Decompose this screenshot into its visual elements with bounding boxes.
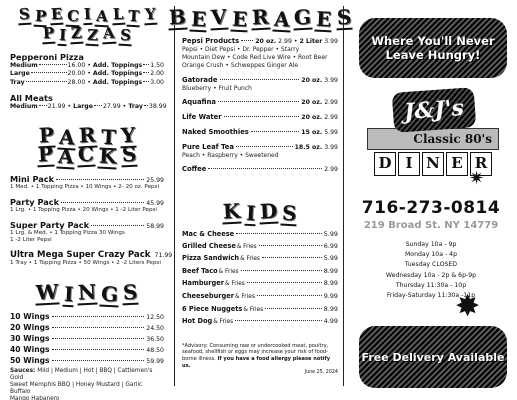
beverage-row xyxy=(182,128,338,137)
kids-item-fries: & Fries xyxy=(218,268,239,275)
heading-letter: P xyxy=(38,122,55,148)
heading-letter: E xyxy=(315,6,333,32)
wings-heading xyxy=(10,279,164,307)
party-pack-item xyxy=(10,174,164,191)
heading-letter: P xyxy=(33,9,47,28)
separator: • xyxy=(87,62,91,69)
kids-item-fries: & Fries xyxy=(243,306,264,313)
beverage-price-value: 5.99 xyxy=(324,129,338,136)
gatorade-row: Gatorade 20 oz. 3.99 xyxy=(182,76,338,84)
leader-dots xyxy=(143,81,149,82)
size-label: Large xyxy=(10,70,30,78)
size-label: Medium xyxy=(10,62,38,69)
kids-item-fries: & Fries xyxy=(236,243,257,250)
party-pack-row xyxy=(10,220,164,230)
heading-letter: R xyxy=(251,4,270,30)
size-label: Tray xyxy=(10,78,25,86)
size-price: 28.00 xyxy=(67,78,86,86)
pack-name: Super Party Pack xyxy=(10,219,90,230)
kids-item-row xyxy=(182,291,338,304)
pepperoni-pizza-title: Pepperoni Pizza xyxy=(10,52,84,62)
hours-line: Monday 10a - 4p xyxy=(404,251,458,259)
heading-letter: E xyxy=(49,7,63,26)
pack-price: 25.99 xyxy=(146,176,164,184)
kids-item-price: 8.99 xyxy=(323,266,338,275)
heading-letter: S xyxy=(335,4,352,30)
leader-dots xyxy=(265,308,322,309)
beverage-price xyxy=(301,128,338,137)
leader-dots xyxy=(224,116,300,117)
extra-price: 3.00 xyxy=(150,78,164,86)
leader-dots xyxy=(52,349,145,350)
kids-item-row xyxy=(182,316,338,329)
size-price: 20.00 xyxy=(67,70,86,78)
diner-letter: R xyxy=(470,152,492,176)
kids-menu-list xyxy=(182,229,338,329)
pack-price: 71.99 xyxy=(154,251,173,259)
hours-line: Friday-Saturday 11:30a -11p xyxy=(386,292,476,300)
kids-item-price: 4.99 xyxy=(323,317,338,326)
heading-letter: S xyxy=(281,200,298,226)
leader-dots xyxy=(52,360,145,361)
kids-item-price: 8.99 xyxy=(323,279,338,288)
beverage-row xyxy=(182,98,338,107)
heading-letter: P xyxy=(37,141,54,167)
heading-letter: D xyxy=(259,198,278,224)
extra-label: Add. Toppings xyxy=(92,70,143,78)
kids-item-name: Hamburger xyxy=(182,279,224,288)
wings-list xyxy=(10,312,164,367)
beverages-heading xyxy=(168,4,352,32)
kids-item-price: 8.99 xyxy=(323,304,338,313)
kids-item-name: Hot Dog xyxy=(182,317,213,326)
pepsi-products-row: Pepsi Products 20 oz. 2.99 • 2 Liter 3.99 xyxy=(182,37,338,45)
heading-letter: E xyxy=(231,6,248,32)
extra-price: 1.50 xyxy=(150,62,164,69)
beverage-name: Life Water xyxy=(182,113,222,121)
wings-price: 12.50 xyxy=(146,313,164,321)
all-meats-prices: Medium 21.99 • Large 27.99 • Tray 38.99 xyxy=(10,103,167,111)
beverage-name: Naked Smoothies xyxy=(182,128,249,136)
beverage-row xyxy=(182,113,338,122)
kids-item-row xyxy=(182,253,338,266)
heading-letter: I xyxy=(83,7,93,25)
delivery-banner: Free Delivery Available xyxy=(359,326,507,388)
leader-dots xyxy=(52,338,145,339)
sparkle-star-icon: ✷ xyxy=(469,168,485,189)
kids-heading xyxy=(182,198,338,226)
heading-letter: G xyxy=(100,281,120,307)
heading-letter: K xyxy=(98,143,118,169)
heading-letter: Y xyxy=(120,122,136,147)
extra-label: Add. Toppings xyxy=(92,78,143,86)
heading-letter: P xyxy=(42,26,56,45)
leader-dots xyxy=(143,64,149,65)
leader-dots xyxy=(241,270,322,271)
pack-price: 45.99 xyxy=(146,199,164,207)
kids-item-row xyxy=(182,266,338,279)
size-price: 16.00 xyxy=(67,62,86,69)
sauces-list: Sauces: Mild | Medium | Hot | BBQ | Cattlemen's Gold Sweet Memphis BBQ | Honey Mustard | Garlic Buffalo Mango Habanero xyxy=(10,367,153,400)
wings-row xyxy=(10,323,164,334)
leader-dots xyxy=(143,72,149,73)
kids-item-fries: & Fries xyxy=(240,256,260,263)
kids-item-name: Pizza Sandwich xyxy=(182,254,240,263)
leader-dots xyxy=(218,101,299,102)
address: 219 Broad St. NY 14779 xyxy=(363,220,499,231)
pack-description: 1 Lrg. • 1 Topping Pizza • 20 Wings • 1 -2 Liter Pepsi xyxy=(10,206,157,213)
diner-letter: E xyxy=(446,152,468,176)
heading-letter: V xyxy=(210,4,228,30)
leader-dots xyxy=(61,202,144,203)
leader-dots xyxy=(236,233,322,234)
kids-item-row xyxy=(182,278,338,291)
heading-letter: L xyxy=(111,7,124,26)
beverage-price-value: 2.99 xyxy=(324,99,338,106)
heading-letter: A xyxy=(102,26,117,45)
leader-dots xyxy=(235,320,322,321)
hours-line: Wednesday 10a - 2p & 6p-9p xyxy=(385,271,477,279)
pizzas-heading xyxy=(10,23,164,45)
divider-left xyxy=(174,6,175,386)
party-pack-item xyxy=(10,220,164,244)
wings-row xyxy=(10,345,164,356)
party-pack-item xyxy=(10,249,173,267)
heading-letter: T xyxy=(100,124,117,150)
heading-letter: Y xyxy=(143,7,157,26)
wings-count: 40 Wings xyxy=(10,344,50,354)
pack-name: Ultra Mega Super Crazy Pack xyxy=(10,249,151,260)
party-pack-row xyxy=(10,174,164,184)
logo-classic-80s: Classic 80's xyxy=(367,128,499,150)
kids-item-fries: & Fries xyxy=(213,319,234,326)
pure-leaf-tea-row: Pure Leaf Tea 18.5 oz. 3.99 xyxy=(182,143,338,151)
diner-letter: N xyxy=(422,152,444,176)
leader-dots xyxy=(26,81,67,82)
kids-item-price: 5.99 xyxy=(323,230,338,238)
beverage-list xyxy=(182,98,338,137)
menu-date: June 25, 2024 xyxy=(304,370,338,376)
heading-letter: I xyxy=(245,200,256,226)
beverage-size: 20 oz. xyxy=(301,99,323,106)
beverage-price xyxy=(301,98,338,107)
extra-price: 2.00 xyxy=(150,70,164,78)
wings-price: 24.50 xyxy=(146,324,164,332)
right-column xyxy=(345,0,517,400)
heading-letter: A xyxy=(95,9,110,28)
packs-heading xyxy=(10,141,164,169)
heading-letter: Z xyxy=(86,28,100,47)
heading-letter: S xyxy=(119,28,133,47)
separator: • xyxy=(87,70,91,78)
leader-dots xyxy=(257,295,322,296)
logo-jj: J&J's xyxy=(392,87,477,133)
beverage-price-value: 2.99 xyxy=(324,114,338,121)
heading-letter: K xyxy=(222,198,242,224)
separator: • xyxy=(87,78,91,86)
pack-description: 1 Lrg. & Med. • 1 Topping Pizza 30 Wings xyxy=(10,229,125,236)
kids-item-name: Beef Taco xyxy=(182,266,218,275)
party-pack-item xyxy=(10,197,164,214)
leader-dots xyxy=(91,225,144,226)
wings-price: 48.50 xyxy=(146,346,164,354)
heading-letter: E xyxy=(190,6,207,32)
kids-item-name: Mac & Cheese xyxy=(182,230,235,238)
heading-letter: A xyxy=(57,143,75,169)
middle-column xyxy=(168,0,352,400)
pack-name: Mini Pack xyxy=(10,173,55,184)
leader-dots xyxy=(52,327,145,328)
heading-letter: T xyxy=(127,9,141,28)
party-pack-list xyxy=(10,173,173,267)
kids-item-row xyxy=(182,229,338,241)
party-pack-row xyxy=(10,197,164,207)
beverage-size: 15 oz. xyxy=(301,129,323,136)
leader-dots xyxy=(31,72,67,73)
kids-item-price: 6.99 xyxy=(323,241,338,250)
tea-flavors: Peach • Raspberry • Sweetened xyxy=(182,152,279,159)
pepperoni-size-row xyxy=(10,70,164,78)
leader-dots xyxy=(251,131,299,132)
pepsi-flavors: Pepsi • Diet Pepsi • Dr. Pepper • Starry Mountain Dew • Code Red Live Wire • Root Beer Orange Crush • Schweppes Ginger Ale xyxy=(182,46,328,69)
wings-row xyxy=(10,334,164,345)
wings-count: 10 Wings xyxy=(10,311,50,321)
pack-price: 58.99 xyxy=(146,222,164,230)
hours-line: Tuesday CLOSED xyxy=(404,261,458,269)
hours-line: Thursday 11:30a - 10p xyxy=(395,281,467,289)
leader-dots xyxy=(259,245,322,246)
heading-letter: S xyxy=(122,279,139,304)
kids-item-price: 5.99 xyxy=(323,254,338,263)
leader-dots xyxy=(56,179,144,180)
kids-item-price: 9.99 xyxy=(323,291,338,300)
heading-letter: A xyxy=(58,124,76,150)
wings-row xyxy=(10,312,164,323)
heading-letter: B xyxy=(168,4,187,30)
leader-dots xyxy=(247,282,322,283)
slogan-banner: Where You'll Never Leave Hungry! xyxy=(359,18,507,78)
wings-price: 59.99 xyxy=(146,357,164,365)
pack-name: Party Pack xyxy=(10,196,60,207)
heading-letter: S xyxy=(121,141,137,166)
heading-letter: Z xyxy=(70,26,84,45)
hours-line: Sunday 10a - 9p xyxy=(405,241,457,248)
beverage-name: Aquafina xyxy=(182,98,217,106)
specialty-heading xyxy=(10,4,164,26)
beverage-price xyxy=(301,113,338,122)
diner-letter: I xyxy=(398,152,420,176)
wings-count: 20 Wings xyxy=(10,322,50,332)
wings-count: 30 Wings xyxy=(10,333,50,343)
pack-description-2: 1 -2 Liter Pepsi xyxy=(10,236,52,243)
extra-label: Add. Toppings xyxy=(92,62,143,69)
gatorade-flavors: Blueberry • Fruit Punch xyxy=(182,85,252,92)
pack-description: 1 Med. • 1 Topping Pizza • 10 Wings • 2- 20 oz. Pepsi xyxy=(10,183,160,190)
leader-dots xyxy=(39,64,67,65)
pepperoni-size-row xyxy=(10,79,164,87)
wings-price: 36.50 xyxy=(146,335,164,343)
kids-item-row xyxy=(182,241,338,254)
heading-letter: S xyxy=(17,7,31,26)
heading-letter: I xyxy=(58,28,68,46)
kids-item-name: Grilled Cheese xyxy=(182,241,236,250)
kids-item-fries: & Fries xyxy=(234,293,255,300)
diner-letter: D xyxy=(374,152,396,176)
pack-description: 1 Tray • 1 Topping Pizza • 50 Wings • 2 -2 Liters Pepsi xyxy=(10,259,161,266)
food-advisory: *Advisory: Consuming raw or undercooked meat, poultry, seafood, shellfish or eggs may increase your risk of food-borne illness. If you have a food allergy please notify us. xyxy=(182,342,331,369)
left-column xyxy=(0,0,172,400)
heading-letter: C xyxy=(66,9,81,28)
heading-letter: N xyxy=(77,279,97,305)
heading-letter: G xyxy=(293,4,312,30)
kids-item-row xyxy=(182,304,338,317)
coffee-row: Coffee 2.99 xyxy=(182,165,338,173)
all-meats-title: All Meats xyxy=(10,93,53,104)
beverage-size: 20 oz. xyxy=(301,114,323,121)
wings-count: 50 Wings xyxy=(10,355,50,365)
leader-dots xyxy=(52,316,145,317)
heading-letter: R xyxy=(78,122,97,148)
kids-item-name: Cheeseburger xyxy=(182,291,234,300)
heading-letter: C xyxy=(77,141,95,167)
party-pack-row xyxy=(10,249,173,260)
heading-letter: I xyxy=(63,281,74,306)
kids-item-name: 6 Piece Nuggets xyxy=(182,304,243,313)
heading-letter: W xyxy=(35,279,60,305)
leader-dots xyxy=(262,257,322,258)
pepperoni-size-row xyxy=(10,62,164,70)
pepperoni-price-list xyxy=(10,62,164,87)
opening-hours xyxy=(345,240,517,301)
heading-letter: A xyxy=(273,6,290,32)
wings-row xyxy=(10,356,164,367)
phone-number: 716-273-0814 xyxy=(361,198,501,218)
divider-right xyxy=(343,6,344,386)
burst-star-icon: ✸ xyxy=(455,289,481,324)
kids-item-fries: & Fries xyxy=(224,281,245,288)
